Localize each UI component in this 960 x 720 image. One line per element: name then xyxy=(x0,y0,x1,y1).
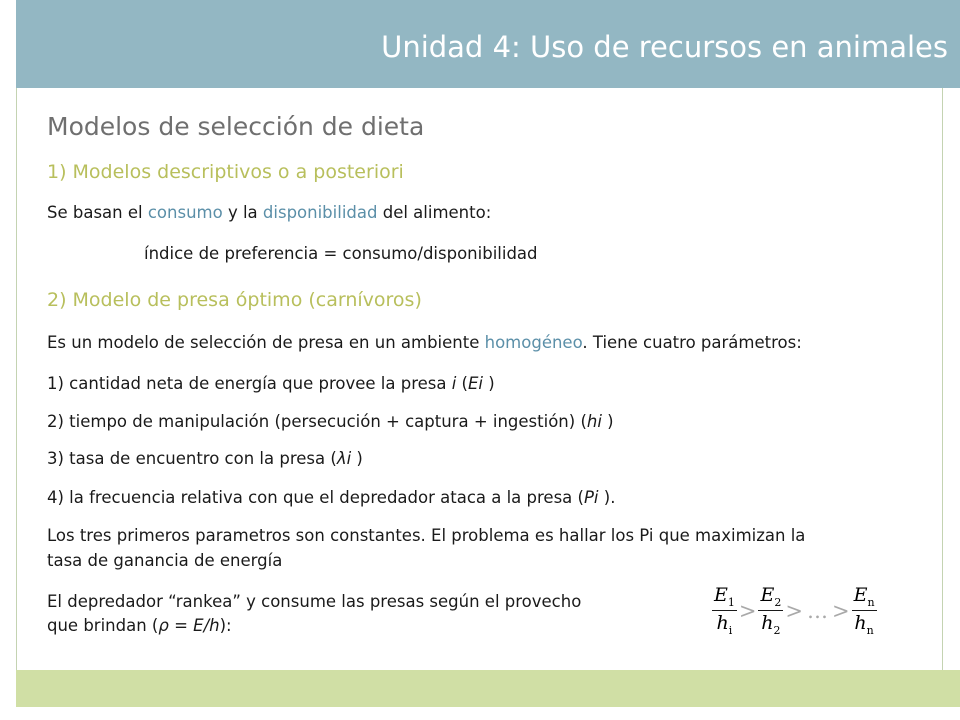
subscript: 2 xyxy=(774,595,782,609)
variable-hi: hi xyxy=(586,412,602,431)
footer-bar xyxy=(16,670,960,707)
fraction-1 xyxy=(712,586,737,636)
text-fragment: 1) cantidad neta de energía que provee la presa xyxy=(47,374,452,393)
subscript: i xyxy=(728,623,733,637)
greater-than-sign: > xyxy=(831,598,850,623)
subscript: n xyxy=(867,595,875,609)
subscript: 1 xyxy=(727,595,735,609)
text-fragment: ) xyxy=(483,374,495,393)
text-fragment: ). xyxy=(598,488,616,507)
text-fragment: ( xyxy=(456,374,468,393)
subscript: n xyxy=(866,623,874,637)
preference-index-formula: índice de preferencia = consumo/disponibilidad xyxy=(144,244,538,263)
model2-intro xyxy=(47,333,802,352)
ranking-line-1: El depredador “rankea” y consume las presas según el provecho xyxy=(47,592,582,611)
highlight-consumo: consumo xyxy=(147,203,223,222)
model1-description xyxy=(47,203,491,222)
variable-lambda-i: λi xyxy=(336,449,352,468)
text-fragment: Se basan el xyxy=(47,203,148,222)
text-fragment: 3) tasa de encuentro con la presa ( xyxy=(47,449,337,468)
model2-heading: 2) Modelo de presa óptimo (carnívoros) xyxy=(47,289,422,311)
greater-than-sign: > xyxy=(785,598,803,623)
text-fragment: del alimento: xyxy=(377,203,492,222)
denominator: h xyxy=(716,611,729,634)
variable-i: i xyxy=(451,374,457,393)
variable-rho: ρ = E/h xyxy=(158,616,220,635)
text-fragment: ) xyxy=(351,449,363,468)
section-title: Modelos de selección de dieta xyxy=(47,112,425,141)
text-fragment: 2) tiempo de manipulación (persecución + captura + ingestión) ( xyxy=(47,412,587,431)
frame-border-left xyxy=(16,88,17,670)
text-fragment: ): xyxy=(219,616,232,635)
fraction-2 xyxy=(758,586,783,636)
numerator: E xyxy=(760,584,775,606)
denominator: h xyxy=(854,611,867,634)
highlight-homogeneo: homogéneo xyxy=(484,333,583,352)
fraction-n xyxy=(852,586,877,636)
ranking-line-2 xyxy=(47,616,232,635)
subscript: 2 xyxy=(773,623,781,637)
text-fragment: Es un modelo de selección de presa en un ambiente xyxy=(47,333,485,352)
numerator: E xyxy=(714,584,728,606)
title-bar xyxy=(16,0,960,88)
text-fragment: y la xyxy=(222,203,263,222)
text-fragment: 4) la frecuencia relativa con que el depredador ataca a la presa ( xyxy=(47,488,584,507)
greater-than-sign: > xyxy=(738,598,757,623)
text-fragment: . Tiene cuatro parámetros: xyxy=(582,333,802,352)
denominator: h xyxy=(761,611,774,634)
text-fragment: ) xyxy=(601,412,614,431)
frame-border-right xyxy=(942,88,943,670)
constants-line-1: Los tres primeros parametros son constantes. El problema es hallar los Pi que maximizan la xyxy=(47,526,806,545)
numerator: E xyxy=(853,584,868,606)
text-fragment: que brindan ( xyxy=(47,616,159,635)
variable-ei: Ei xyxy=(468,374,484,393)
parameter-1 xyxy=(47,374,495,393)
ellipsis: … xyxy=(806,598,828,623)
slide-title: Unidad 4: Uso de recursos en animales xyxy=(381,30,948,64)
constants-line-2: tasa de ganancia de energía xyxy=(47,551,283,570)
model1-heading: 1) Modelos descriptivos o a posteriori xyxy=(47,161,404,183)
parameter-2 xyxy=(47,412,614,431)
parameter-4 xyxy=(47,488,615,507)
profitability-ranking-formula xyxy=(712,586,877,636)
highlight-disponibilidad: disponibilidad xyxy=(262,203,378,222)
parameter-3 xyxy=(47,449,363,468)
variable-pi: Pi xyxy=(583,488,599,507)
